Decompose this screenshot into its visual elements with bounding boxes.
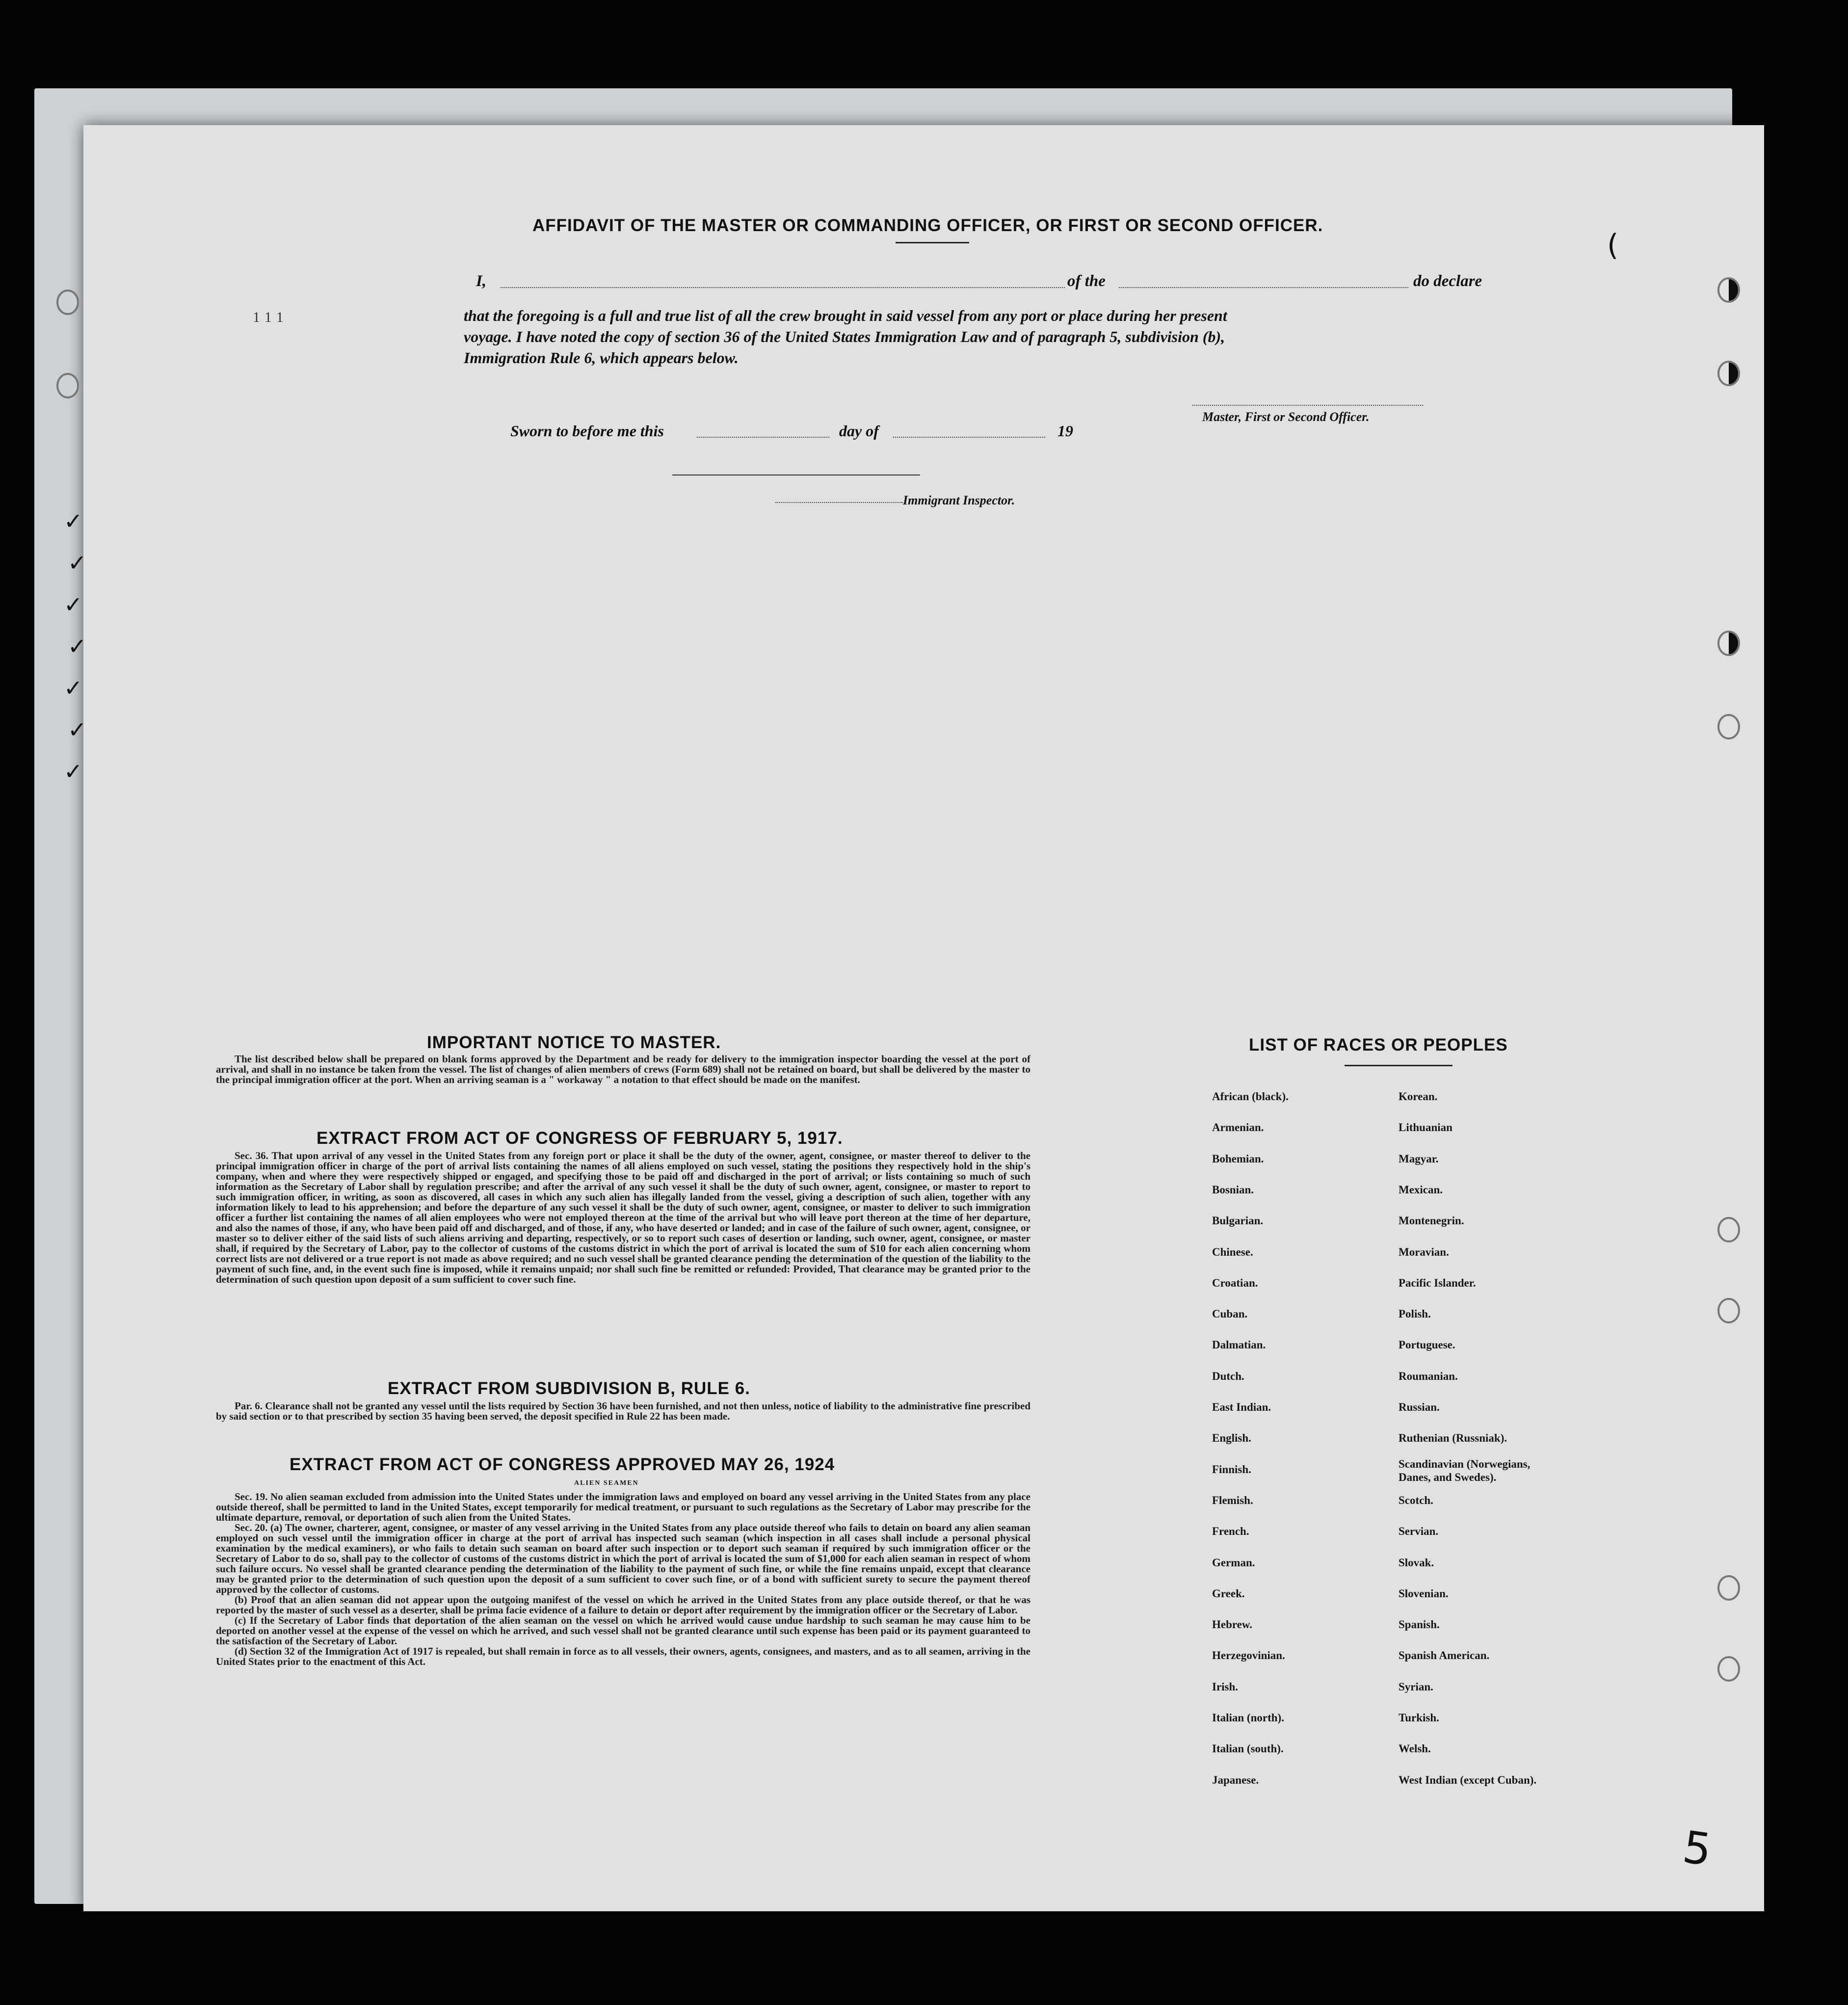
check-mark: ✓ <box>68 550 87 576</box>
binder-hole <box>1717 714 1740 739</box>
extract-rule6-body <box>216 1401 1030 1422</box>
binder-hole <box>1717 631 1740 656</box>
race-item: Flemish. <box>1212 1494 1253 1506</box>
race-item: Greek. <box>1212 1587 1245 1600</box>
extract-rule6-text: Par. 6. Clearance shall not be granted any vessel until the lists required by Section 36 have been furnished, and not then unless, notice of liability to the administrative fine prescribed by said section or to that prescribed by section 35 having been served, the deposit specified in Rule 22 has been made. <box>216 1400 1030 1422</box>
race-item: English. <box>1212 1432 1251 1445</box>
races-title: LIST OF RACES OR PEOPLES <box>1249 1035 1508 1055</box>
affidavit-i-label: I, <box>476 272 487 290</box>
race-item: Montenegrin. <box>1399 1214 1464 1227</box>
check-mark: ✓ <box>64 758 83 785</box>
margin-tally-mark: 111 <box>253 309 289 325</box>
race-item: Herzegovinian. <box>1212 1649 1285 1662</box>
notice-body <box>216 1054 1030 1085</box>
year-prefix: 19 <box>1057 422 1073 440</box>
vessel-name-field[interactable] <box>1119 287 1408 288</box>
notice-text: The list described below shall be prepared on blank forms approved by the Department and be ready for delivery to the immigration inspector boarding the vessel at the port of arrival, and shall in no instance be taken from the vessel. The list of changes of alien members of crews (Form 689) shall not be retained on board, but shall be delivered by the master to the principal immigration officer at the port. When an arriving seaman is a " workaway " a notation to that effect should be made on the manifest. <box>216 1053 1030 1085</box>
race-item: Dutch. <box>1212 1370 1244 1382</box>
check-mark: ✓ <box>68 633 87 660</box>
sec-20a-text: Sec. 20. (a) The owner, charterer, agent, consignee, or master of any vessel arriving in the United States from any place outside thereof who fails to detain on board any alien seaman employed on such vessel until the immigration officer in charge at the port of arrival has inspected such seaman (which inspection in all cases shall include a personal physical examination by the medical examiners), or who fails to detain such seaman on board after such inspection or to deport such seaman if required by such immigration officer or the Secretary of Labor to do so, shall pay to the collector of customs of the customs district in which the port of arrival is located the sum of $1,000 for each alien seaman in respect of whom such failure occurs. No vessel shall be granted clearance pending the determination of the liability to the payment of such fine, or while the fine remains unpaid, except that clearance may be granted prior to the determination of such question upon the deposit of a sum sufficient to cover such fine, or of a bond with sufficient surety to secure the payment thereof approved by the collector of customs. <box>216 1522 1030 1595</box>
inspector-caption: Immigrant Inspector. <box>903 493 1015 507</box>
sworn-month-field[interactable] <box>893 437 1045 438</box>
race-item: Mexican. <box>1399 1183 1443 1196</box>
form-page <box>83 125 1764 1911</box>
check-mark: ✓ <box>64 508 83 534</box>
sec-20c-text: (c) If the Secretary of Labor finds that deportation of the alien seaman on the vessel on which he arrived would cause undue hardship to such seaman he may cause him to be deported on another vessel at the expense of the vessel on which he arrived, and such vessel shall not be granted clearance until such expense has been paid or its payment guaranteed to the satisfaction of the Secretary of Labor. <box>216 1614 1030 1647</box>
declaration-line-3: Immigration Rule 6, which appears below. <box>464 349 739 367</box>
race-item: Moravian. <box>1399 1245 1449 1258</box>
binder-hole-left <box>56 290 79 315</box>
race-item: Bohemian. <box>1212 1152 1264 1165</box>
race-item: Finnish. <box>1212 1463 1251 1476</box>
race-item: Slovak. <box>1399 1556 1434 1569</box>
races-underline <box>1345 1065 1452 1066</box>
race-item: West Indian (except Cuban). <box>1399 1773 1537 1786</box>
race-item: Scotch. <box>1399 1494 1433 1506</box>
check-mark: ✓ <box>64 591 83 618</box>
race-item: Armenian. <box>1212 1121 1264 1134</box>
binder-hole <box>1717 277 1740 303</box>
extract-1917-body <box>216 1151 1030 1285</box>
handwritten-mark: ( <box>1607 228 1619 263</box>
race-item: Hebrew. <box>1212 1618 1252 1631</box>
affidavit-do-declare: do declare <box>1413 272 1482 290</box>
extract-1917-title: EXTRACT FROM ACT OF CONGRESS OF FEBRUARY 5, 1917. <box>317 1129 843 1148</box>
race-item: Bosnian. <box>1212 1183 1254 1196</box>
race-item: African (black). <box>1212 1090 1289 1103</box>
race-item: Portuguese. <box>1399 1339 1455 1351</box>
declaration-line-1: that the foregoing is a full and true list of all the crew brought in said vessel from any port or place during her present <box>464 307 1227 324</box>
binder-hole <box>1717 1575 1740 1601</box>
race-item: Italian (south). <box>1212 1742 1284 1755</box>
race-item: Korean. <box>1399 1090 1438 1103</box>
race-item: Lithuanian <box>1399 1121 1452 1134</box>
sworn-label: Sworn to before me this <box>510 422 664 440</box>
declaration-line-2: voyage. I have noted the copy of section 36 of the United States Immigration Law and of paragraph 5, subdivision (b), <box>464 328 1225 345</box>
day-of-label: day of <box>839 422 879 440</box>
binder-hole <box>1717 1656 1740 1682</box>
extract-1924-title: EXTRACT FROM ACT OF CONGRESS APPROVED MAY 26, 1924 <box>290 1455 835 1474</box>
race-item: Turkish. <box>1399 1712 1439 1724</box>
binder-hole-left <box>56 373 79 398</box>
race-item: Syrian. <box>1399 1680 1433 1693</box>
title-underline <box>896 242 969 243</box>
race-item: German. <box>1212 1556 1255 1569</box>
race-item: Scandinavian (Norwegians, Danes, and Swedes). <box>1399 1457 1531 1483</box>
race-item: Ruthenian (Russniak). <box>1399 1432 1507 1445</box>
extract-1924-body <box>216 1492 1030 1667</box>
race-item: Bulgarian. <box>1212 1214 1264 1227</box>
sworn-day-field[interactable] <box>697 437 829 438</box>
race-item: Croatian. <box>1212 1276 1258 1289</box>
race-item: Pacific Islander. <box>1399 1276 1476 1289</box>
race-item: Spanish American. <box>1399 1649 1490 1662</box>
sec-19-text: Sec. 19. No alien seaman excluded from admission into the United States under the immigration laws and employed on board any vessel arriving in the United States from any place outside thereof, shall be permitted to land in the United States, except temporarily for medical treatment, or pursuant to such regulations as the Secretary of Labor may prescribe for the ultimate departure, removal, or deportation of such alien from the United States. <box>216 1491 1030 1523</box>
extract-1917-text: Sec. 36. That upon arrival of any vessel in the United States from any foreign port or place it shall be the duty of the owner, agent, consignee, or master thereof to deliver to the principal immigration officer in charge of the port of arrival lists containing the names of all aliens employed on such vessel, stating the positions they respectively hold in the ship's company, when and where they were respectively shipped or engaged, and specifying those to be paid off and discharged in the port of arrival; or lists containing so much of such information as the Secretary of Labor shall by regulation prescribe; and after the arrival of any such vessel it shall be the duty of such owner, agent, consignee, or master to report to such immigration officer, in writing, as soon as discovered, all cases in which any such alien has illegally landed from the vessel, giving a description of such alien, together with any information likely to lead to his apprehension; and before the departure of any such vessel it shall be the duty of such owner, agent, consignee, or master to deliver to such immigration officer a further list containing the names of all alien employees who were not employed thereon at the time of the arrival but who will leave port thereon at the time of her departure, and also the names of those, if any, who have been paid off and discharged, and of those, if any, who have deserted or landed; and in case of the failure of such owner, agent, consignee, or master so to deliver either of the said lists of such aliens arriving and departing, respectively, or so to report such cases of desertion or landing, such owner, agent, consignee, or master shall, if required by the Secretary of Labor, pay to the collector of customs of the customs district in which the port of arrival is located the sum of $10 for each alien concerning whom correct lists are not delivered or a true report is not made as above required; and no such vessel shall be granted clearance pending the determination of the question of the liability to the payment of such fine, and, in the event such fine is imposed, while it remains unpaid; nor shall such fine be remitted or refunded: Provided, That clearance may be granted prior to the determination of such question upon deposit of a sum sufficient to cover such fine. <box>216 1150 1030 1285</box>
race-item: Servian. <box>1399 1525 1439 1538</box>
inspector-dotted-line <box>775 502 903 503</box>
notice-title: IMPORTANT NOTICE TO MASTER. <box>427 1033 721 1052</box>
affidavit-title: AFFIDAVIT OF THE MASTER OR COMMANDING OFFICER, OR FIRST OR SECOND OFFICER. <box>532 216 1323 235</box>
race-item: Welsh. <box>1399 1742 1431 1755</box>
race-item: French. <box>1212 1525 1249 1538</box>
race-item: Chinese. <box>1212 1245 1253 1258</box>
alien-seamen-subtitle: ALIEN SEAMEN <box>574 1479 639 1487</box>
corner-page-number: 5 <box>1679 1821 1715 1876</box>
race-item: Roumanian. <box>1399 1370 1458 1382</box>
race-item: Slovenian. <box>1399 1587 1449 1600</box>
race-item: Irish. <box>1212 1680 1239 1693</box>
race-item: East Indian. <box>1212 1401 1271 1413</box>
sec-20b-text: (b) Proof that an alien seaman did not appear upon the outgoing manifest of the vessel on which he arrived in the United States from any place outside thereof, or that he was reported by the master of such vessel as a deserter, shall be prima facie evidence of a failure to detain or deport after requirement by the immigration officer or the Secretary of Labor. <box>216 1594 1030 1616</box>
master-signature-line[interactable] <box>1192 405 1423 406</box>
binder-hole <box>1717 1298 1740 1323</box>
sec-20d-text: (d) Section 32 of the Immigration Act of 1917 is repealed, but shall remain in force as to all vessels, their owners, agents, consignees, and masters, and as to all seamen, arriving in the United States prior to the enactment of this Act. <box>216 1645 1030 1667</box>
race-item: Polish. <box>1399 1308 1431 1320</box>
race-item: Spanish. <box>1399 1618 1440 1631</box>
extract-rule6-title: EXTRACT FROM SUBDIVISION B, RULE 6. <box>388 1379 750 1398</box>
race-item: Cuban. <box>1212 1308 1248 1320</box>
race-item: Italian (north). <box>1212 1712 1284 1724</box>
binder-hole <box>1717 1217 1740 1242</box>
binder-hole <box>1717 361 1740 386</box>
race-item: Dalmatian. <box>1212 1339 1266 1351</box>
check-mark: ✓ <box>68 716 87 743</box>
master-name-field[interactable] <box>501 287 1065 288</box>
race-item: Magyar. <box>1399 1152 1439 1165</box>
race-item: Japanese. <box>1212 1773 1259 1786</box>
master-caption: Master, First or Second Officer. <box>1202 410 1370 424</box>
race-item: Russian. <box>1399 1401 1440 1413</box>
check-mark: ✓ <box>64 675 83 701</box>
affidavit-of-the: of the <box>1067 272 1106 290</box>
